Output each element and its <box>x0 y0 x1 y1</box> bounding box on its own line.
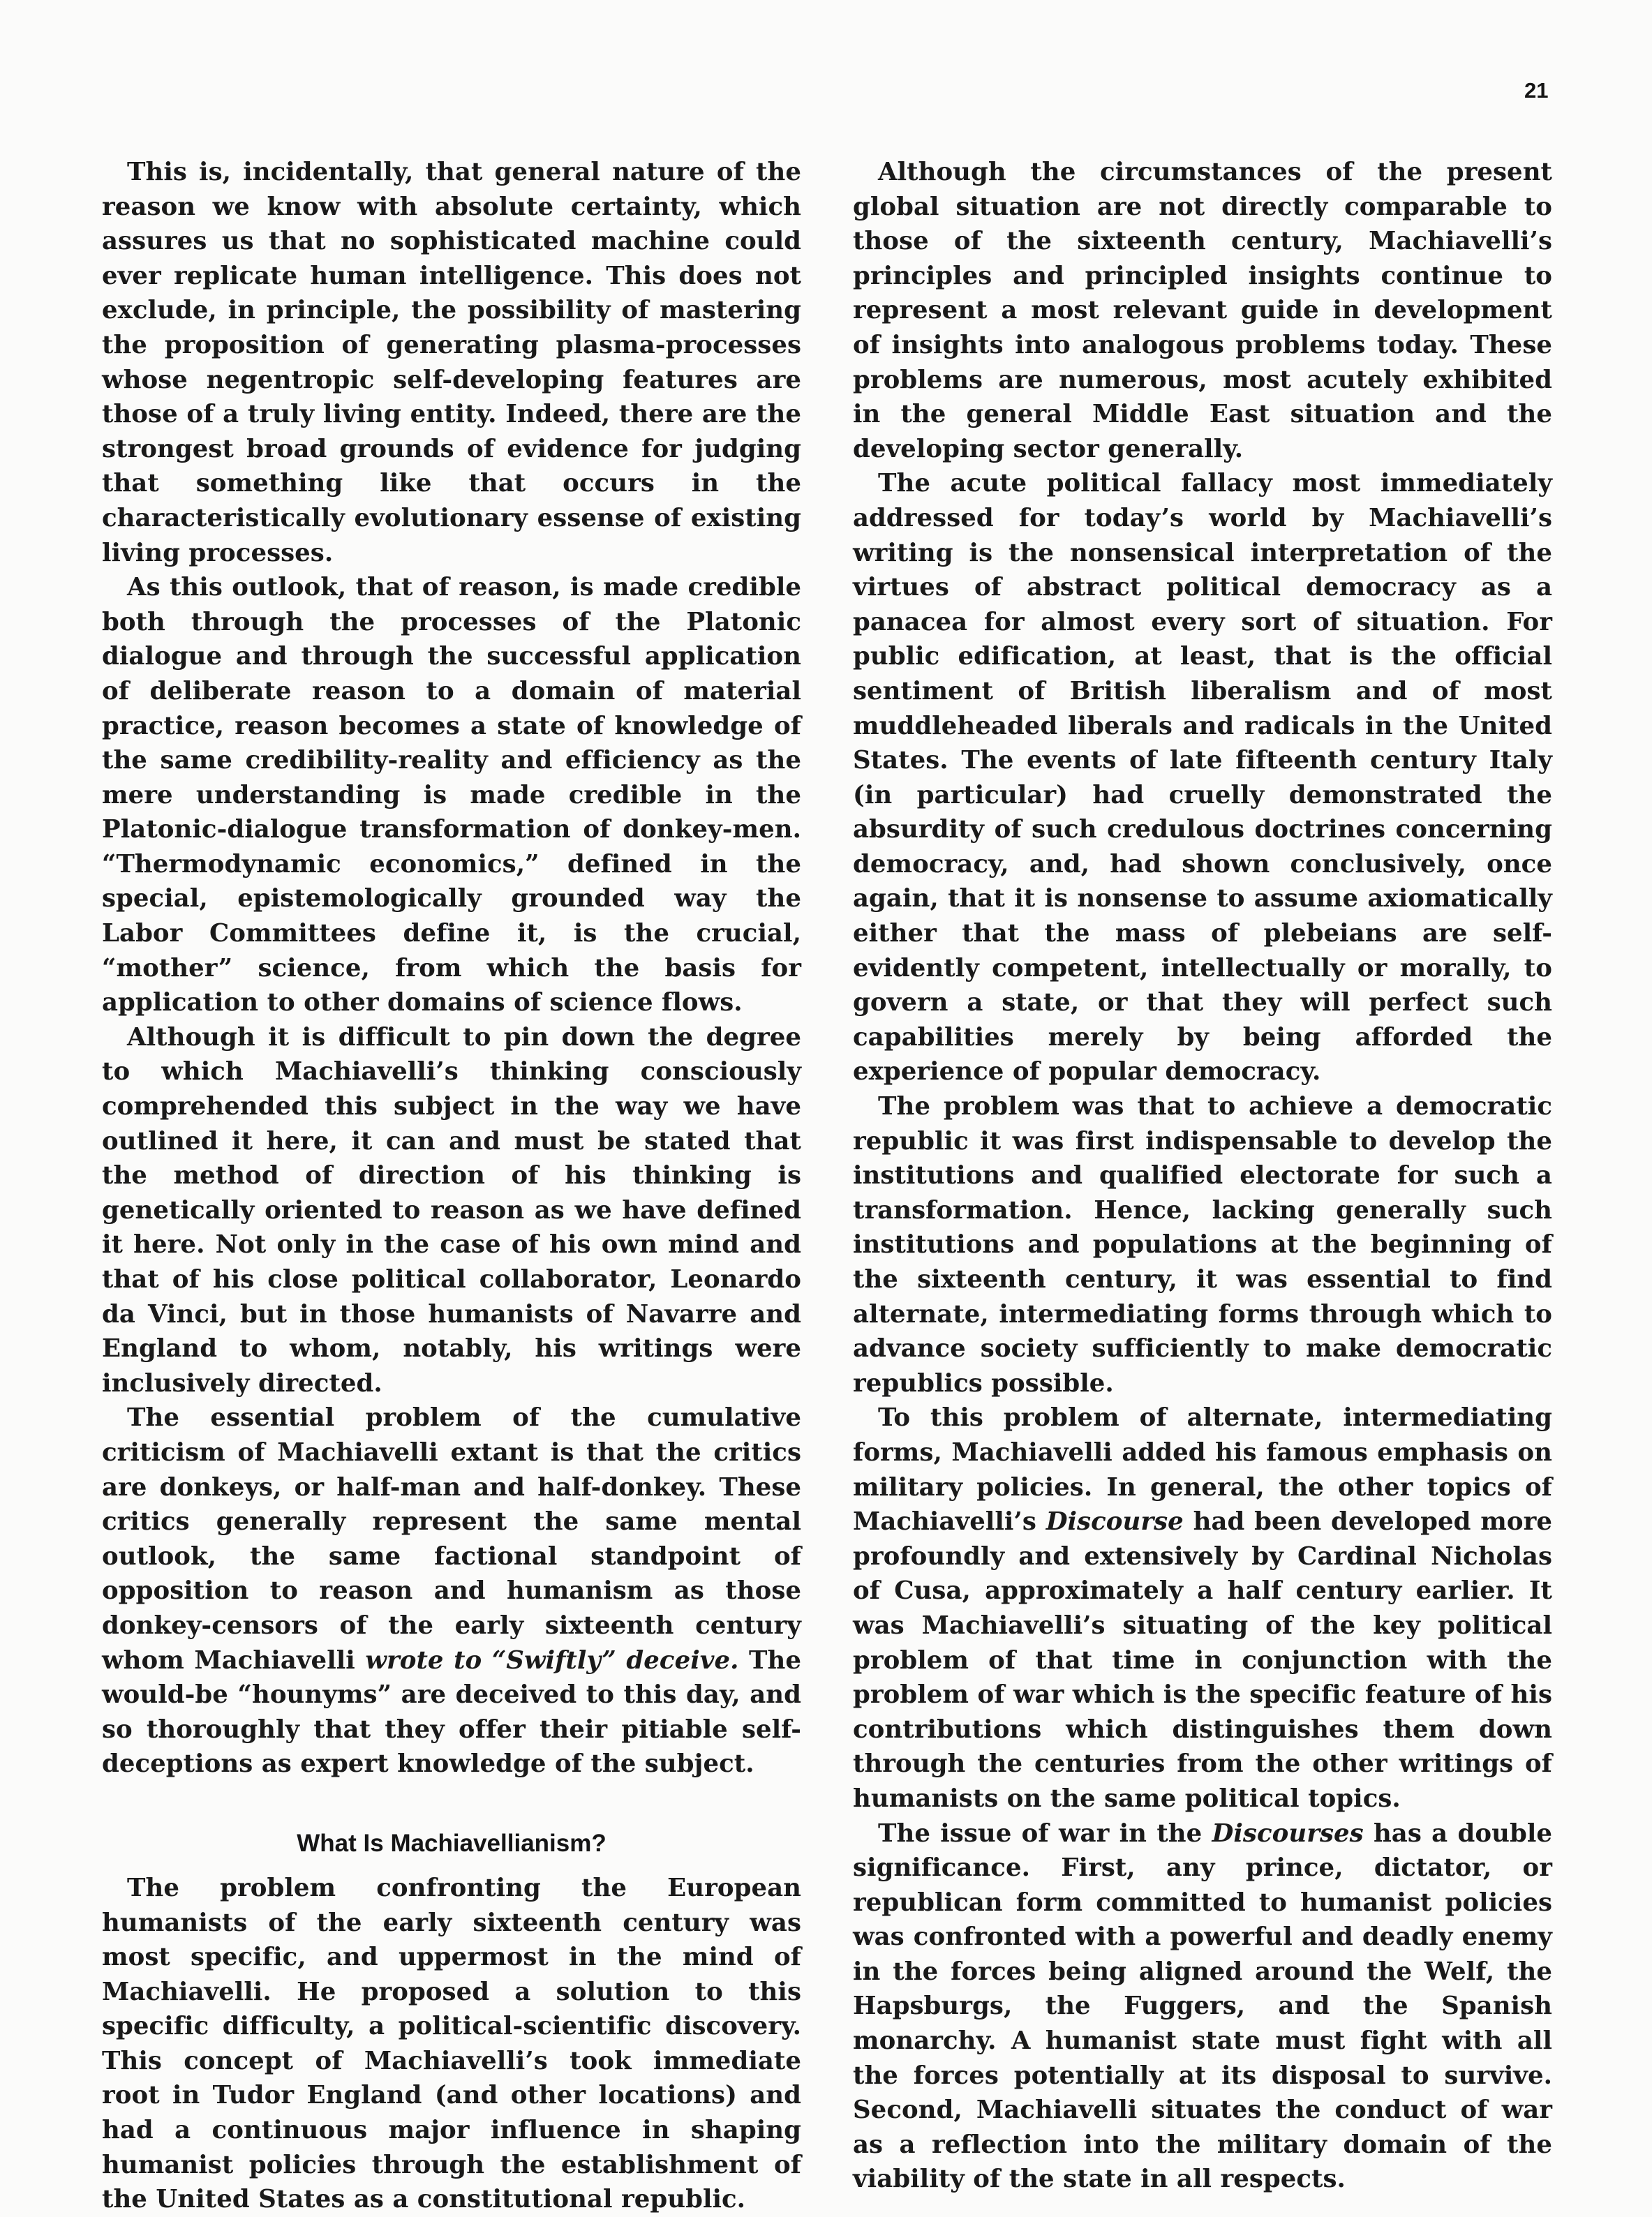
critics-text-b: The would-be “hounyms” are deceived to this day, and so thoroughly that they offer their pitiable self-deceptions as expert knowledge of the subject. <box>102 1645 802 1779</box>
section-heading: What Is Machiavellianism? <box>297 1829 607 1857</box>
war-text-a: The issue of war in the <box>878 1819 1212 1848</box>
paragraph-issue-of-war <box>853 1816 1552 2197</box>
left-column <box>102 155 801 2217</box>
page-number: 21 <box>1524 78 1549 103</box>
paragraph-outlook-of-reason: As this outlook, that of reason, is made credible both through the processes of the Platonic dialogue and through the successful application of deliberate reason to a domain of material practice, reason becomes a state of knowledge of the same credibility-reality and efficiency as the mere understanding is made credible in the Platonic-dialogue transformation of donkey-men. “Thermodynamic economics,” defined in the special, epistemologically grounded way the Labor Committees define it, is the crucial, “mother” science, from which the basis for application to other domains of science flows. <box>102 573 801 1017</box>
critics-italic-phrase: wrote to “Swiftly” deceive. <box>365 1645 739 1675</box>
paragraph-democratic-republic: The problem was that to achieve a democratic republic it was first indispensable to develop the institutions and qualified electorate for such a transformation. Hence, lacking generally such institutions and populations at the beginning of the sixteenth century, it was essential to find alternate, intermediating forms through which to advance society sufficiently to make democratic republics possible. <box>853 1092 1552 1398</box>
war-text-b: has a double significance. First, any prince, dictator, or republican form committed to humanist policies was confronted with a powerful and deadly enemy in the forces being aligned around the Welf, the Hapsburgs, the Fuggers, and the Spanish monarchy. A humanist state must fight with all the forces potentially at its disposal to survive. Second, Machiavelli situates the conduct of war as a reflection into the military domain of the viability of the state in all respects. <box>853 1819 1553 2194</box>
forms-text-b: had been developed more profoundly and extensively by Cardinal Nicholas of Cusa, approximately a half century earlier. It was Machiavelli’s situating of the key political problem of that time in conjunction with the problem of war which is the specific feature of his contributions which distinguishes them down through the centuries from the other writings of humanists on the same political topics. <box>853 1507 1552 1813</box>
forms-italic-title: Discourse <box>1045 1507 1184 1537</box>
right-column <box>853 155 1552 2197</box>
paragraph-critics <box>102 1401 801 1782</box>
forms-text-a: To this problem of alternate, intermediating forms, Machiavelli added his famous emphasis on military policies. In general, the other topics of Machiavelli’s <box>853 1403 1552 1537</box>
paragraph-reason-nature: This is, incidentally, that general nature of the reason we know with absolute certainty, which assures us that no sophisticated machine could ever replicate human intelligence. This does not exclude, in principle, the possibility of mastering the proposition of generating plasma-processes whose negentropic self-developing features are those of a truly living entity. Indeed, there are the strongest broad grounds of evidence for judging that something like that occurs in the characteristically evolutionary essense of existing living processes. <box>102 158 801 567</box>
critics-text-a: The essential problem of the cumulative criticism of Machiavelli extant is that the critics are donkeys, or half-man and half-donkey. These critics generally represent the same mental outlook, the same factional standpoint of opposition to reason and humanism as those donkey-censors of the early sixteenth century whom Machiavelli <box>102 1403 801 1675</box>
war-italic-title: Discourses <box>1212 1819 1364 1848</box>
paragraph-political-fallacy: The acute political fallacy most immediately addressed for today’s world by Machiavelli’s writing is the nonsensical interpretation of the virtues of abstract political democracy as a panacea for almost every sort of situation. For public edification, at least, that is the official sentiment of British liberalism and of most muddleheaded liberals and radicals in the United States. The events of late fifteenth century Italy (in particular) had cruelly demonstrated the absurdity of such credulous doctrines concerning democracy, and, had shown conclusively, once again, that it is nonsense to assume axiomatically either that the mass of plebeians are self-evidently competent, intellectually or morally, to govern a state, or that they will perfect such capabilities merely by being afforded the experience of popular democracy. <box>853 469 1552 1087</box>
paragraph-problem-confronting-humanists: The problem confronting the European humanists of the early sixteenth century was most specific, and uppermost in the mind of Machiavelli. He proposed a solution to this specific difficulty, a political-scientific discovery. This concept of Machiavelli’s took immediate root in Tudor England (and other locations) and had a continuous major influence in shaping humanist policies through the establishment of the United States as a constitutional republic. <box>102 1873 801 2214</box>
paragraph-machiavelli-thinking: Although it is difficult to pin down the degree to which Machiavelli’s thinking consciously comprehended this subject in the way we have outlined it here, it can and must be stated that the method of direction of his thinking is genetically oriented to reason as we have defined it here. Not only in the case of his own mind and that of his close political collaborator, Leonardo da Vinci, but in those humanists of Navarre and England to whom, notably, his writings were inclusively directed. <box>102 1022 801 1398</box>
paragraph-intermediating-forms <box>853 1401 1552 1816</box>
paragraph-global-situation: Although the circumstances of the present global situation are not directly comparable to those of the sixteenth century, Machiavelli’s principles and principled insights continue to represent a most relevant guide in development of insights into analogous problems today. These problems are numerous, most acutely exhibited in the general Middle East situation and the developing sector generally. <box>853 158 1552 463</box>
